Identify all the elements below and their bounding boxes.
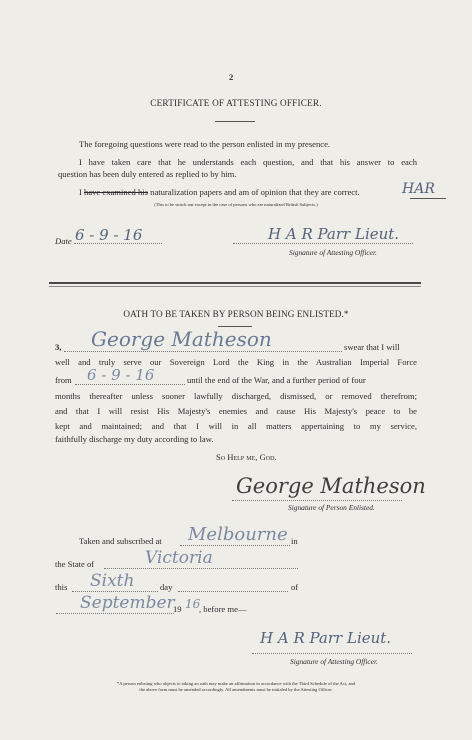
date-label: Date [55,236,72,246]
enlisted-signature: George Matheson [236,474,426,498]
strike-out-note: (This to be struck out except in the case of persons who are naturalized British Subjects.) [154,202,318,207]
certificate-para-1: The foregoing questions were read to the person enlisted in my presence. [79,139,331,149]
date-line [74,243,162,244]
attesting-officer-label-1: Signature of Attesting Officer. [289,248,377,257]
page-number: 2 [229,72,234,82]
oath-line-7: faithfully discharge my duty according to law. [55,434,214,444]
subscribed-place: Melbourne [188,524,288,545]
from-date: 6 - 9 - 16 [87,366,155,384]
officer-initials: HAR [402,181,435,197]
certificate-para-3-rest: naturalization papers and am of opinion that they are correct. [150,187,360,197]
from-label: from [55,375,72,385]
oath-line-4: months thereafter unless sooner lawfully discharged, dismissed, or removed therefrom; [55,391,417,401]
day-line [72,591,158,592]
oath-line-6: kept and maintained; and that I will in all matters appertaining to my service, [55,421,417,431]
oath-line-5: and that I will resist His Majesty's enemies and cause His Majesty's peace to be [55,406,417,416]
in-label: in [291,536,298,546]
enlistee-name-handwritten: George Matheson [91,327,272,351]
certificate-title: CERTIFICATE OF ATTESTING OFFICER. [150,98,322,108]
state-label: the State of [55,559,95,569]
of-label: of [291,582,299,592]
footnote-line-1: *A person enlisting who objects to taking an oath may make an affirmation in accordance with the Third Schedule of the Act, and [116,681,356,686]
section-divider-thin [49,286,421,287]
so-help-me-god: So Help me, God. [216,452,277,462]
officer-signature-line-1 [233,243,413,244]
attesting-officer-label-2: Signature of Attesting Officer. [290,657,378,666]
before-me: , before me— [199,604,247,614]
certificate-para-3: I have examined his naturalization papers and am of opinion that they are correct. [79,187,360,197]
month-line [56,613,174,614]
title-underline [215,121,255,122]
officer-signature-2: H A R Parr Lieut. [260,629,392,647]
officer-signature-1: H A R Parr Lieut. [268,225,400,243]
oath-number: 3, [55,342,62,352]
taken-subscribed-label: Taken and subscribed at [79,536,162,546]
name-line [64,351,342,352]
section-divider [49,282,421,284]
footnote-line-2: the above form must be amended accordingly. All amendments must be initialed by the Attesting Officer. [139,687,333,692]
enlisted-signature-line [232,500,402,501]
person-enlisted-label: Signature of Person Enlisted. [288,503,375,512]
of-line [178,591,288,592]
day-label: day [160,582,173,592]
certificate-para-2-line-1: I have taken care that he understands each question, and that his answer to each [79,157,417,167]
oath-line-1-end: swear that I will [344,342,400,352]
state-line [104,568,298,569]
oath-line-3-end: until the end of the War, and a further period of four [187,375,366,385]
year-value: 16 [185,597,201,611]
certificate-para-2-line-2: question has been duly entered as replied to by him. [58,169,237,179]
month-value: September [80,593,175,613]
oath-title: OATH TO BE TAKEN BY PERSON BEING ENLISTED.* [123,309,349,319]
day-value: Sixth [90,571,135,591]
officer-signature-line-2 [252,653,412,654]
date-value: 6 - 9 - 16 [75,226,143,244]
year-prefix: 19 [173,604,182,614]
oath-line-2: well and truly serve our Sovereign Lord the King in the Australian Imperial Force [55,357,417,367]
initials-underline [410,198,446,199]
place-line [180,545,290,546]
from-date-line [75,384,185,385]
struck-text: have examined his [84,187,148,197]
state-value: Victoria [145,548,213,568]
this-label: this [55,582,68,592]
